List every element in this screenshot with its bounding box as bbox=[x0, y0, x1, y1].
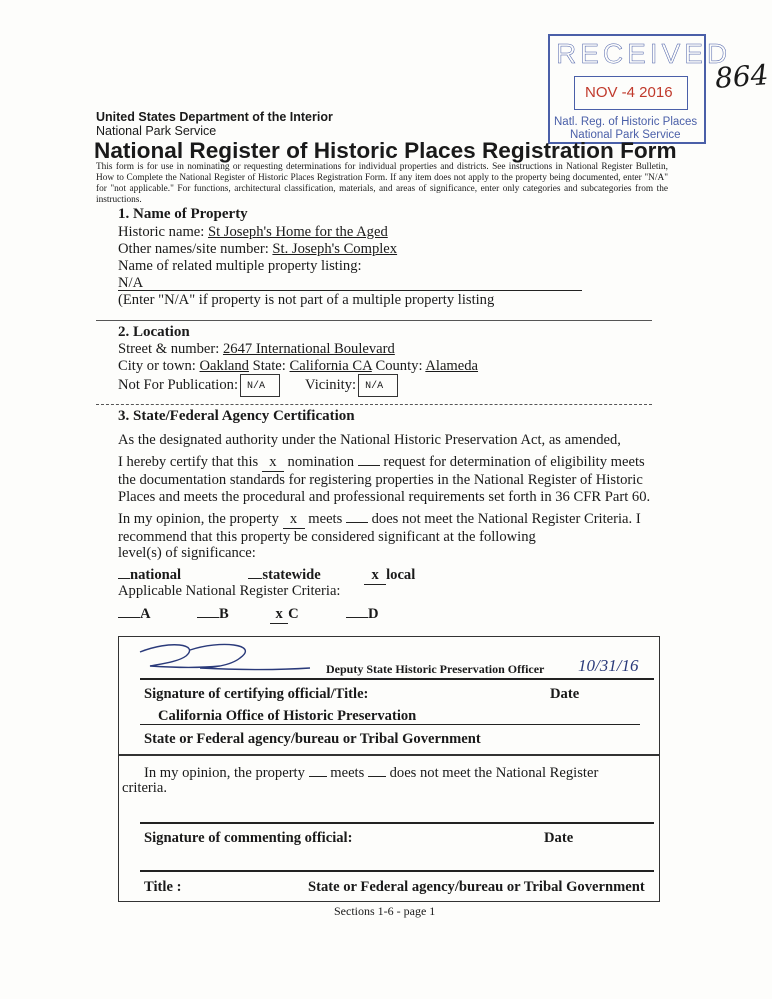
meets-mark: x bbox=[289, 511, 298, 527]
comment-opinion bbox=[144, 765, 598, 782]
form-instructions: This form is for use in nominating or requesting determinations for individual properties and districts. See instructions in National Register Bulletin, How to Complete the National Register of Historic Places Registration Form. If any item does not apply to the property being documented, enter "N/A" for "not applicable." For functions, architectural classification, materials, and areas of significance, enter only categories and subcategories from the instructions. bbox=[96, 162, 668, 205]
stamp-line2: National Park Service bbox=[570, 129, 681, 141]
nfp-field[interactable]: N/A bbox=[240, 374, 280, 397]
criterion-c-mark: x bbox=[275, 606, 283, 622]
stamp-date: NOV -4 2016 bbox=[585, 84, 673, 101]
opinion-paragraph bbox=[118, 511, 658, 546]
statewide-label: statewide bbox=[262, 567, 321, 583]
certification-paragraph bbox=[118, 454, 658, 506]
statewide-check[interactable] bbox=[248, 578, 262, 579]
signature-scribble bbox=[130, 638, 320, 678]
divider-2 bbox=[96, 404, 652, 405]
criterion-a: A bbox=[140, 606, 150, 622]
criterion-d-check[interactable] bbox=[346, 617, 368, 618]
nomination-mark: x bbox=[269, 454, 277, 470]
county-value: Alameda bbox=[425, 358, 479, 374]
stamp-line1: Natl. Reg. of Historic Places bbox=[554, 116, 698, 128]
commenting-signature-label: Signature of commenting official: bbox=[144, 830, 353, 846]
street-label: Street & number: bbox=[118, 341, 220, 357]
section-2-heading: 2. Location bbox=[118, 324, 190, 340]
comment-not-meet-check[interactable] bbox=[368, 776, 386, 777]
publication-row bbox=[118, 374, 400, 397]
city-label: City or town: bbox=[118, 358, 196, 374]
request-check[interactable] bbox=[358, 465, 380, 466]
commenting-title-label: Title : bbox=[144, 879, 182, 895]
certifying-agency: California Office of Historic Preservation bbox=[158, 708, 417, 724]
criterion-b: B bbox=[219, 606, 229, 622]
section-3-heading: 3. State/Federal Agency Certification bbox=[118, 408, 355, 424]
comment-criteria: criteria. bbox=[122, 780, 167, 796]
historic-name-value: St Joseph's Home for the Aged bbox=[207, 224, 388, 240]
opinion-text-a: In my opinion, the property bbox=[118, 511, 279, 527]
other-names-value: St. Joseph's Complex bbox=[272, 241, 398, 257]
county-label: County: bbox=[375, 358, 423, 374]
related-listing-note: (Enter "N/A" if property is not part of a multiple property listing bbox=[118, 292, 495, 308]
certifying-signature-label: Signature of certifying official/Title: bbox=[144, 686, 369, 702]
department-name: United States Department of the Interior bbox=[96, 110, 333, 124]
other-names-label: Other names/site number: bbox=[118, 241, 269, 257]
agency-line bbox=[140, 724, 640, 725]
section-1-heading: 1. Name of Property bbox=[118, 206, 248, 222]
historic-name-label: Historic name: bbox=[118, 224, 205, 240]
certifying-signature-line bbox=[140, 678, 654, 680]
state-value: California CA bbox=[289, 358, 372, 374]
form-title: National Register of Historic Places Registration Form bbox=[94, 138, 677, 163]
vicinity-field[interactable]: N/A bbox=[358, 374, 398, 397]
comment-text-a: In my opinion, the property bbox=[144, 765, 305, 781]
received-stamp bbox=[548, 34, 732, 144]
state-label: State: bbox=[252, 358, 286, 374]
national-label: national bbox=[130, 567, 182, 583]
commenting-date-label: Date bbox=[544, 830, 574, 846]
local-label: local bbox=[386, 567, 416, 583]
comment-text-c: does not meet the National Register bbox=[389, 765, 599, 781]
related-listing-line bbox=[118, 290, 582, 291]
certifying-date-label: Date bbox=[550, 686, 580, 702]
related-listing-label: Name of related multiple property listing: bbox=[118, 258, 362, 274]
stamp-date-box bbox=[574, 76, 688, 110]
criterion-c: C bbox=[288, 606, 299, 622]
commenting-signature-line bbox=[140, 822, 654, 824]
criterion-c-check[interactable] bbox=[270, 606, 288, 624]
nomination-check[interactable] bbox=[262, 454, 284, 472]
local-check[interactable] bbox=[364, 567, 386, 585]
handwritten-number: 864 bbox=[713, 58, 770, 95]
divider-1 bbox=[96, 320, 652, 321]
criteria-label: Applicable National Register Criteria: bbox=[118, 583, 341, 599]
stamp-received-text: RECEIVED bbox=[556, 38, 732, 69]
official-title: Deputy State Historic Preservation Officer bbox=[326, 662, 545, 676]
other-names-row bbox=[118, 241, 397, 258]
criterion-d: D bbox=[367, 606, 379, 622]
nfp-label: Not For Publication: bbox=[118, 376, 238, 393]
service-name: National Park Service bbox=[96, 124, 217, 138]
comment-meets-check[interactable] bbox=[309, 776, 327, 777]
city-value: Oakland bbox=[199, 358, 249, 374]
criterion-a-check[interactable] bbox=[118, 617, 140, 618]
cert-text-b: nomination bbox=[287, 454, 355, 470]
cert-text-a: I hereby certify that this bbox=[118, 454, 259, 470]
related-listing-value: N/A bbox=[118, 275, 144, 291]
local-mark: x bbox=[371, 567, 379, 583]
title-line bbox=[140, 870, 654, 872]
opinion-text-c: does not meet the National Register Criteria. I recommend that this property be considered significant at the following bbox=[118, 511, 641, 545]
street-value: 2647 International Boulevard bbox=[222, 341, 395, 357]
opinion-text-b: meets bbox=[308, 511, 343, 527]
street-row bbox=[118, 341, 395, 358]
cert-text-c: request for determination of eligibility meets the documentation standards for registering properties in the National Register of Historic Places and meets the procedural and professional requirements set forth in 36 CFR Part 60. bbox=[118, 454, 651, 505]
commenting-agency-label: State or Federal agency/bureau or Tribal Government bbox=[308, 879, 645, 895]
authority-statement: As the designated authority under the National Historic Preservation Act, as amended, bbox=[118, 432, 621, 448]
significance-levels-label: level(s) of significance: bbox=[118, 545, 256, 561]
certifying-date-handwritten: 10/31/16 bbox=[578, 656, 639, 675]
meets-check[interactable] bbox=[283, 511, 305, 529]
national-check[interactable] bbox=[118, 578, 130, 579]
vicinity-label: Vicinity: bbox=[305, 376, 357, 393]
page-footer: Sections 1-6 - page 1 bbox=[334, 904, 436, 918]
not-meet-check[interactable] bbox=[346, 522, 368, 523]
criteria-row bbox=[118, 606, 379, 624]
city-row bbox=[118, 358, 478, 375]
comment-text-b: meets bbox=[330, 765, 365, 781]
criterion-b-check[interactable] bbox=[197, 617, 219, 618]
certifying-agency-label: State or Federal agency/bureau or Tribal Government bbox=[144, 731, 481, 747]
historic-name-row bbox=[118, 224, 388, 241]
